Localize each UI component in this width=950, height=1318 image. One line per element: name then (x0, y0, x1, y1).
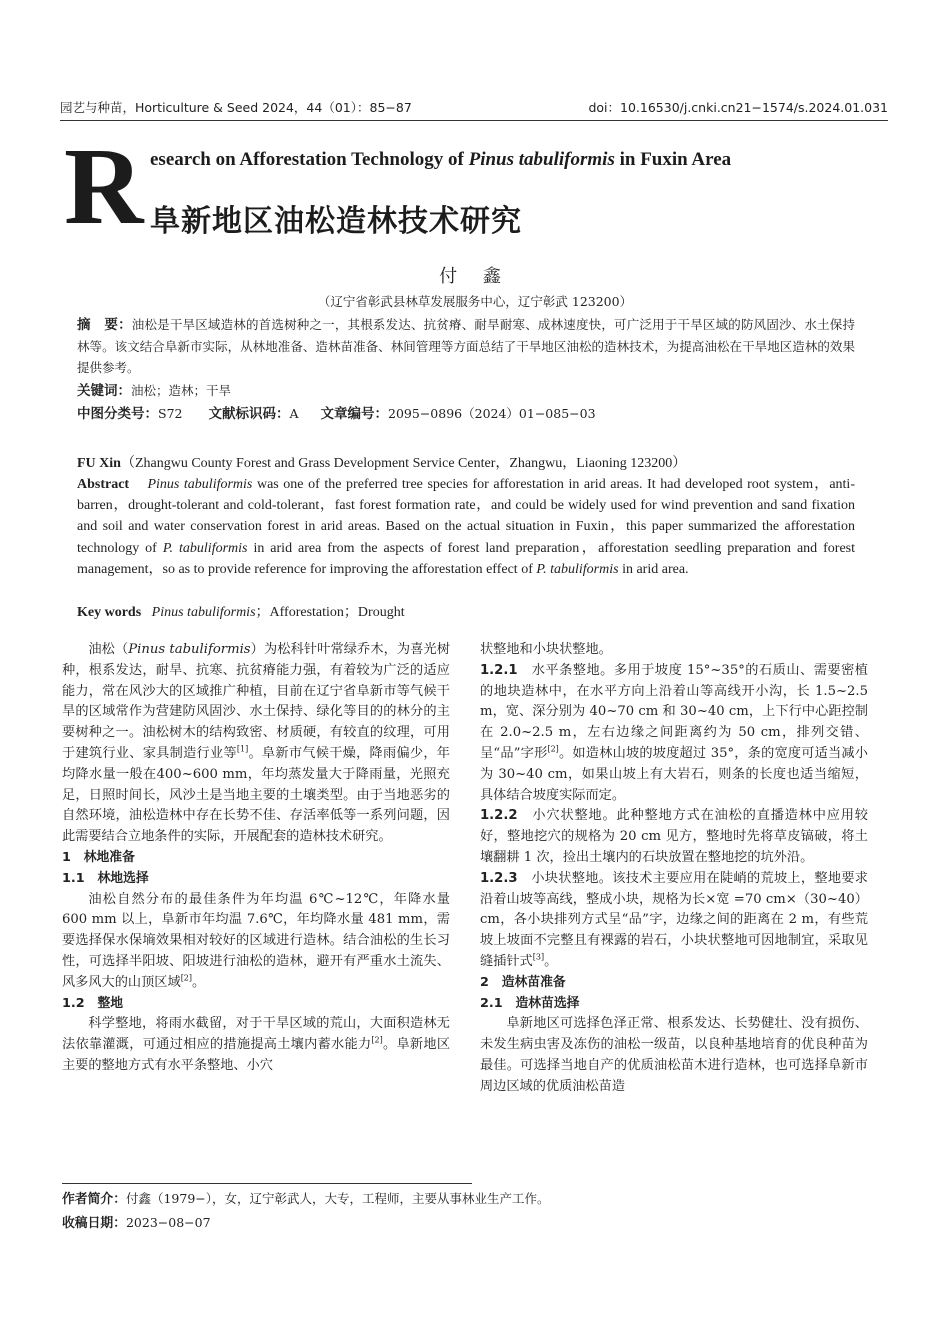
doc-code-label: 文献标识码： (208, 406, 290, 422)
paragraph-1-2-1-text: 水平条整地。多用于坡度 15°~35°的石质山、需要密植的地块造林中，在水平方向上沿着山等高线开小沟，长 1.5~2.5 m，宽、深分别为 40~70 cm 和 30~40 cm，上下行中心距控制在 2.0~2.5 m，左右边缘之间距离约为 50 cm，排列交错、呈“品”字形 (480, 662, 868, 761)
subsection-number-1-2-2: 1.2.2 (480, 808, 518, 824)
paragraph-1-2-2-text: 小穴状整地。此种整地方式在油松的直播造林中应用较好，整地挖穴的规格为 20 cm 见方，整地时先将草皮镐破，将土壤翻耕 1 次，捡出土壤内的石块放置在整地挖的坑外沿。 (480, 808, 868, 865)
keywords-en-species: Pinus tabuliformis (151, 605, 256, 620)
citation-ref: [2] (547, 744, 559, 754)
keywords-en-label: Key words (77, 605, 142, 620)
paragraph-1-2-text: 科学整地，将雨水截留，对于干旱区域的荒山，大面积造林无法依靠灌溉，可通过相应的措施提高土壤内蓄水能力 (62, 1016, 450, 1053)
author-en-name: FU Xin (77, 456, 121, 471)
intro-text-2: ）为松科针叶常绿乔木，为喜光树种，根系发达，耐旱、抗寒、抗贫瘠能力强，有着较为广泛的适应能力，常在风沙大的区域推广种植，目前在辽宁省阜新市等气候干旱的区域常作为营建防风固沙、水土保持、绿化等目的的林分的主要树种之一。油松树木的结构致密、材质硬，有较直的纹理，可用于建筑行业、家具制造行业等 (62, 642, 451, 761)
paragraph-1-2-2 (480, 806, 868, 868)
abstract-en-text-2: in arid area from the aspects of forest land preparation，afforestation seedling preparation and forest management，so as to provide reference for improving the afforestation effect of (77, 540, 856, 577)
keywords-en (77, 602, 855, 623)
received-date-label: 收稿日期： (62, 1216, 126, 1231)
classification-line (77, 403, 855, 425)
intro-text-3: 。阜新市气候干燥，降雨偏少，年均降水量一般在400~600 mm，年均蒸发量大于降雨量，光照充足，日照时间长，风沙土是当地主要的土壤类型。由于当地恶劣的自然环境，油松造林中存在长势不佳、存活率低等一系列问题，因此需要结合立地条件的实际，开展配套的造林技术研究。 (62, 745, 450, 845)
abstract-en-text-3: in arid area. (618, 561, 689, 577)
abstract-cn-text: 油松是干旱区域造林的首选树种之一，其根系发达、抗贫瘠、耐旱耐寒、成林速度快，可广泛用于干旱区域的防风固沙、水土保持林等。该文结合阜新市实际，从林地准备、造林苗准备、林间管理等方面总结了干旱地区油松的造林技术，为提高油松在干旱地区造林的效果提供参考。 (77, 317, 855, 375)
paragraph-1-2 (62, 1014, 450, 1076)
citation-ref: [2] (180, 973, 193, 983)
paragraph-1-2-3 (480, 869, 868, 973)
citation-ref: [1] (236, 744, 249, 754)
title-en-species: Pinus tabuliformis (468, 149, 615, 170)
citation-ref: [3] (532, 952, 545, 962)
article-no-value: 2095−0896（2024）01−085−03 (388, 406, 596, 421)
paragraph-1-1 (62, 890, 450, 994)
section-heading-2: 2 造林苗准备 (480, 974, 566, 990)
abstract-en (77, 474, 855, 580)
author-en-affiliation: （Zhangwu County Forest and Grass Development Service Center，Zhangwu，Liaoning 123200） (120, 456, 687, 471)
doc-code-value: A (289, 406, 299, 421)
title-chinese: 阜新地区油松造林技术研究 (150, 204, 522, 239)
section-heading-1-2: 1.2 整地 (62, 995, 124, 1011)
section-heading-1-1: 1.1 林地选择 (62, 870, 149, 886)
paragraph-1-1-text: 油松自然分布的最佳条件为年均温 6℃~12℃，年降水量 600 mm 以上，阜新市年均温 7.6℃，年均降水量 481 mm，需要选择保水保墒效果相对较好的区域进行造林。结合油松的生长习性，可选择半阳坡、阳坡进行油松的造林，避开有严重水土流失、风多风大的山顶区域 (62, 891, 450, 990)
body-left-column (62, 640, 450, 1077)
intro-species: Pinus tabuliformis (128, 642, 251, 657)
continued-text: 状整地和小块状整地。 (480, 642, 612, 657)
doi: doi：10.16530/j.cnki.cn21−1574/s.2024.01.031 (588, 100, 888, 115)
author-bio (62, 1188, 550, 1207)
footnote-rule (62, 1183, 472, 1184)
keywords-cn-label: 关键词： (77, 383, 131, 399)
paragraph-1-2-1 (480, 661, 868, 807)
abstract-cn-label: 摘 要： (77, 317, 132, 333)
received-date-value: 2023−08−07 (125, 1215, 211, 1230)
author-bio-text: 付鑫（1979−），女，辽宁彰武人，大专，工程师，主要从事林业生产工作。 (125, 1191, 550, 1206)
clc-value: S72 (158, 406, 183, 421)
paragraph-1-2-end: 。阜新地区主要的整地方式有水平条整地、小穴 (62, 1037, 451, 1073)
paragraph-2-1: 阜新地区可选择色泽正常、根系发达、长势健壮、没有损伤、未发生病虫害及冻伤的油松一级苗，以良种基地培育的优良种苗为最佳。可选择当地自产的优质油松苗木进行造林，也可选择阜新市周边区域的优质油松苗造 (480, 1016, 868, 1094)
author-bio-label: 作者简介： (62, 1192, 126, 1207)
abstract-cn (77, 314, 855, 378)
body-right-column (480, 640, 868, 1098)
intro-text-1: 油松（ (88, 642, 129, 657)
paragraph-1-2-1-end: 。如造林山坡的坡度超过 35°，条的宽度可适当减小为 30~40 cm，如果山坡上有大岩石，则条的长度也适当缩短，具体结合坡度实际而定。 (480, 745, 868, 803)
author-en-line (77, 453, 855, 474)
intro-paragraph (62, 640, 450, 848)
abstract-en-text-1: was one of the preferred tree species for afforestation in arid areas. It had developed root system，anti-barren，drought-tolerant and cold-tolerant，fast forest formation rate，and could be widely used for wind prevention and sand fixation and soil and water conservation forest in arid areas. Based on the actual situation in Fuxin，this paper summarized the afforestation technology of (77, 477, 855, 556)
title-english (150, 149, 731, 171)
clc-label: 中图分类号： (77, 406, 158, 422)
subsection-number-1-2-3: 1.2.3 (480, 870, 518, 886)
citation-ref: [2] (371, 1035, 383, 1045)
title-drop-cap: R (64, 125, 142, 247)
article-no-label: 文章编号： (320, 406, 389, 422)
author-cn: 付 鑫 (439, 266, 511, 287)
title-en-part1: esearch on Afforestation Technology of (150, 149, 469, 170)
received-date (62, 1212, 211, 1231)
keywords-cn-text: 油松；造林；干旱 (131, 383, 232, 398)
abstract-en-species-1: Pinus tabuliformis (147, 477, 253, 492)
keywords-cn (77, 380, 855, 402)
keywords-en-rest: ；Afforestation；Drought (255, 605, 405, 620)
header-rule (60, 120, 888, 121)
paragraph-1-2-3-end: 。 (544, 953, 558, 969)
paragraph-1-1-end: 。 (192, 974, 206, 990)
abstract-en-species-2: P. tabuliformis (162, 540, 248, 556)
journal-citation: 园艺与种苗，Horticulture & Seed 2024，44（01）：85−87 (60, 100, 412, 115)
subsection-number-1-2-1: 1.2.1 (480, 662, 518, 678)
abstract-en-label: Abstract (77, 477, 130, 492)
title-en-part2: in Fuxin Area (614, 149, 732, 170)
affiliation-cn: （辽宁省彰武县林草发展服务中心，辽宁彰武 123200） (317, 294, 633, 309)
paragraph-1-2-3-text: 小块状整地。该技术主要应用在陡峭的荒坡上，整地要求沿着山坡等高线，整成小块，规格为长×宽 =70 cm×（30~40）cm，各小块排列方式呈“品”字，边缘之间的距离在 2 m，有些荒坡上坡面不完整且有裸露的岩石，小块状整地可因地制宜，采取见缝插针式 (480, 870, 868, 969)
abstract-en-species-3: P. tabuliformis (536, 561, 619, 577)
section-heading-1: 1 林地准备 (62, 849, 135, 865)
section-heading-2-1: 2.1 造林苗选择 (480, 995, 580, 1011)
